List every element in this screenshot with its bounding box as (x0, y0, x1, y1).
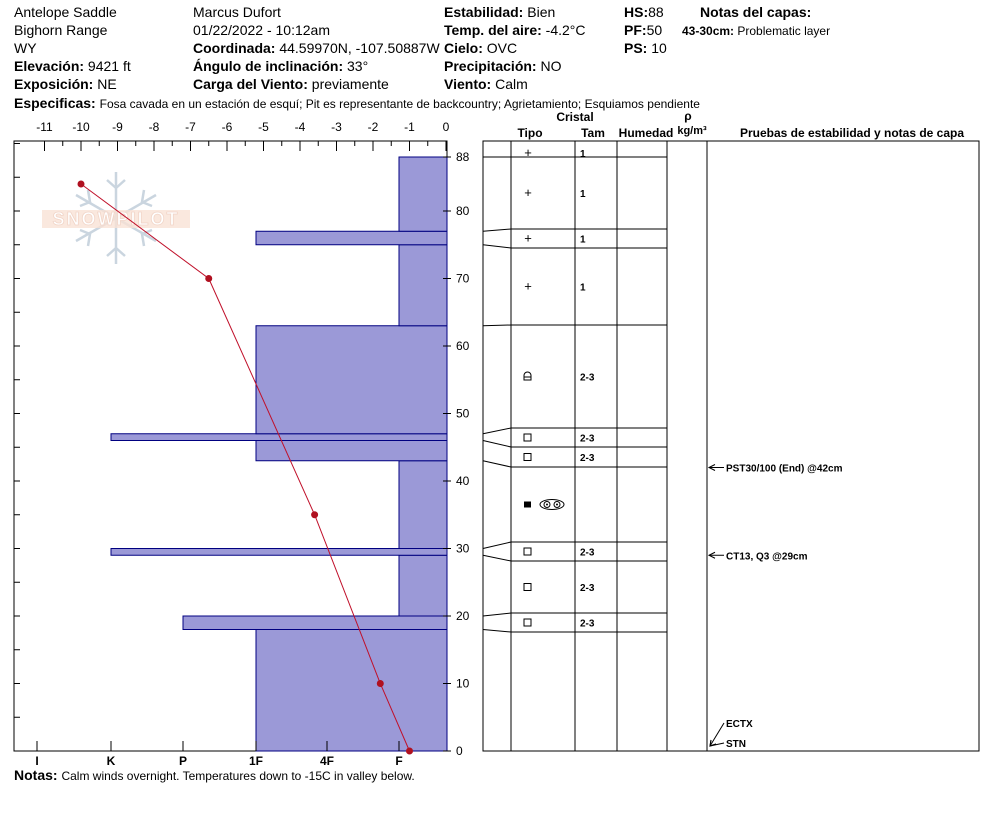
wind-load-value: previamente (311, 76, 389, 92)
height-tick-label: 0 (456, 744, 463, 758)
temp-tick-label: -8 (148, 120, 160, 134)
temp-tick-label: -11 (36, 120, 53, 134)
grain-type-symbol: + (524, 185, 532, 200)
grain-type-secondary (556, 504, 558, 506)
air-temp-label: Temp. del aire: (444, 22, 542, 38)
grain-type-symbol: + (524, 278, 532, 294)
test-label: ECTX (726, 719, 753, 730)
temp-tick-label: -9 (112, 120, 123, 134)
temperature-point (78, 181, 85, 188)
hardness-bar (111, 549, 447, 556)
hardness-tick-label: 4F (319, 754, 335, 768)
notes-value: Calm winds overnight. Temperatures down to -15C in valley below. (61, 769, 415, 783)
temperature-point (377, 680, 384, 687)
layer-connector (483, 555, 511, 561)
grain-type-symbol (524, 502, 531, 508)
wind-load-label: Carga del Viento: (193, 76, 308, 92)
temperature-point (311, 511, 318, 518)
layer-note-range: 43-30cm: (682, 24, 735, 38)
height-tick-label: 30 (456, 541, 470, 556)
layer-row (524, 500, 564, 510)
temp-tick-label: -6 (221, 120, 233, 134)
stability-test (709, 551, 808, 562)
temp-tick-label: -4 (294, 120, 306, 134)
grain-type-secondary (546, 504, 548, 506)
temperature-point (406, 748, 413, 755)
hardness-tick-label: F (395, 754, 403, 768)
air-temp-value: -4.2°C (545, 22, 586, 38)
grain-size: 2-3 (580, 618, 595, 630)
temp-tick-label: -7 (185, 120, 196, 134)
layer-row (524, 619, 595, 630)
hardness-bar (256, 441, 447, 461)
grain-type-symbol (524, 454, 531, 461)
range-name: Bighorn Range (14, 22, 108, 38)
header-tests: Pruebas de estabilidad y notas de capa (739, 126, 965, 140)
header-cristal: Cristal (556, 110, 594, 124)
grain-type-symbol (524, 619, 531, 626)
grain-size: 2-3 (580, 453, 595, 464)
header-tam: Tam (581, 126, 605, 140)
grain-size: 1 (580, 149, 586, 160)
specifics-value: Fosa cavada en un estación de esquí; Pit es representante de backcountry; Agrietamiento; Esquiamos pendiente (99, 97, 700, 111)
grain-type-symbol (524, 372, 531, 380)
layer-row (524, 434, 595, 445)
ps-label: PS: (624, 40, 648, 56)
aspect-value: NE (97, 76, 117, 92)
test-label: STN (726, 739, 746, 750)
hardness-bar (399, 461, 447, 549)
layer-connector (483, 542, 511, 549)
grain-type-symbol: + (524, 145, 532, 160)
pf-label: PF: (624, 22, 647, 38)
stability-test (709, 464, 843, 475)
test-arrow (710, 723, 724, 746)
layer-connector (483, 428, 511, 434)
stability-label: Estabilidad: (444, 4, 524, 20)
coord-value: 44.59970N, -107.50887W (279, 40, 440, 56)
layer-connector (483, 229, 511, 231)
temperature-point (205, 275, 212, 282)
slope-value: 33° (347, 58, 369, 74)
layer-notes-label: Notas del capas: (700, 4, 812, 20)
hardness-bar (183, 616, 447, 630)
pf-value: 50 (646, 22, 663, 38)
layer-connector (483, 245, 511, 248)
grain-size: 2-3 (580, 372, 595, 384)
layer-row (524, 145, 586, 160)
grain-type-symbol (524, 584, 531, 591)
layer-row (524, 583, 595, 594)
layer-connector (483, 461, 511, 467)
stability-value: Bien (527, 4, 556, 20)
layer-row (524, 185, 586, 200)
hardness-tick-label: K (106, 754, 116, 768)
precip-label: Precipitación: (444, 58, 537, 74)
hardness-bar (399, 555, 447, 616)
height-tick-label: 40 (456, 474, 470, 488)
notes-label: Notas: (14, 767, 58, 783)
stability-test (710, 739, 746, 750)
hardness-bar (399, 245, 447, 326)
layer-note-text: Problematic layer (737, 24, 831, 38)
temp-tick-label: -5 (258, 120, 269, 134)
hardness-bar (399, 157, 447, 231)
header-tipo: Tipo (517, 126, 543, 140)
grain-size: 2-3 (580, 433, 595, 445)
state-name: WY (14, 40, 37, 56)
layer-row (524, 453, 595, 464)
layer-table (483, 109, 979, 751)
layer-connector (483, 325, 511, 326)
height-tick-label: 88 (456, 150, 470, 164)
height-tick-label: 60 (456, 339, 470, 353)
header-humedad: Humedad (618, 126, 674, 140)
height-tick-label: 50 (456, 406, 470, 421)
precip-value: NO (540, 58, 562, 74)
temp-tick-label: 0 (442, 120, 450, 134)
slope-label: Ángulo de inclinación: (193, 58, 344, 74)
elevation-label: Elevación: (14, 58, 85, 74)
hardness-bar (256, 630, 447, 752)
hardness-tick-label: 1F (248, 754, 264, 768)
temp-tick-label: -3 (331, 120, 342, 134)
temp-tick-label: -1 (404, 120, 415, 134)
location-name: Antelope Saddle (14, 4, 117, 20)
height-tick-label: 80 (456, 204, 470, 218)
temp-tick-label: -10 (72, 120, 90, 134)
coord-label: Coordinada: (193, 40, 276, 56)
layer-row (524, 548, 595, 559)
height-tick-label: 70 (456, 271, 470, 286)
specifics-label: Especificas: (14, 95, 96, 111)
header-density-unit: kg/m³ (677, 125, 707, 137)
grain-size: 1 (580, 234, 586, 246)
layer-connector (483, 441, 511, 448)
grain-size: 1 (580, 189, 586, 200)
layer-connector (483, 630, 511, 633)
wind-value: Calm (495, 76, 528, 92)
layer-row (524, 231, 586, 246)
grain-type-symbol: + (524, 230, 532, 246)
wind-label: Viento: (444, 76, 492, 92)
test-label: PST30/100 (End) @42cm (726, 463, 843, 475)
hardness-bar (256, 231, 447, 245)
temp-tick-label: -2 (367, 120, 379, 134)
snowpilot-logo (42, 172, 190, 264)
logo-text: SNOWPILOT (52, 209, 180, 229)
ps-value: 10 (651, 40, 667, 56)
height-tick-label: 20 (456, 609, 470, 623)
sky-label: Cielo: (444, 40, 483, 56)
test-label: CT13, Q3 @29cm (726, 551, 808, 563)
grain-size: 2-3 (580, 583, 595, 594)
grain-size: 1 (580, 282, 586, 294)
elevation-value: 9421 ft (87, 58, 131, 74)
grain-size: 2-3 (580, 547, 595, 559)
hardness-bar (256, 326, 447, 434)
grain-type-symbol (524, 434, 531, 441)
header-rho: ρ (684, 109, 692, 123)
table-frame (483, 141, 979, 751)
hardness-tick-label: P (178, 754, 188, 768)
hs-label: HS: (624, 4, 649, 20)
layer-row (524, 279, 586, 294)
observation-datetime: 01/22/2022 - 10:12am (193, 22, 330, 38)
aspect-label: Exposición: (14, 76, 94, 92)
grain-type-symbol (524, 548, 531, 555)
layer-row (524, 372, 595, 383)
sky-value: OVC (486, 40, 518, 56)
hardness-tick-label: I (35, 754, 39, 768)
observer-name: Marcus Dufort (193, 4, 281, 20)
hs-value: 88 (648, 4, 664, 20)
height-tick-label: 10 (456, 676, 470, 691)
layer-connector (483, 613, 511, 616)
